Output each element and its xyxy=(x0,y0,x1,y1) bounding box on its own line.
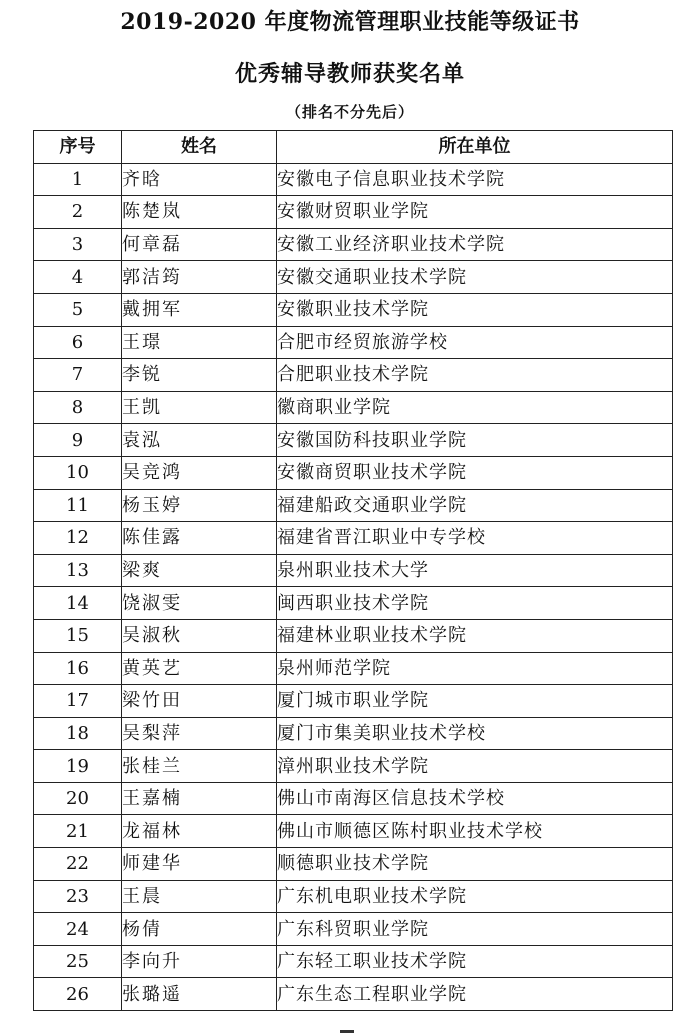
school-unit: 安徽交通职业技术学院 xyxy=(277,261,673,294)
teacher-name: 吴梨萍 xyxy=(122,717,277,750)
table-row xyxy=(34,717,673,750)
table-row xyxy=(34,424,673,457)
table-row xyxy=(34,587,673,620)
teacher-name: 陈楚岚 xyxy=(122,196,277,229)
teacher-name: 龙福林 xyxy=(122,815,277,848)
school-unit: 安徽财贸职业学院 xyxy=(277,196,673,229)
document-title: 2019-2020 年度物流管理职业技能等级证书 xyxy=(120,9,580,35)
teacher-name: 李向升 xyxy=(122,945,277,978)
school-unit: 厦门市集美职业技术学校 xyxy=(277,717,673,750)
table-header-row xyxy=(34,131,673,164)
table-body xyxy=(34,163,673,1010)
school-unit: 泉州职业技术大学 xyxy=(277,554,673,587)
table-row xyxy=(34,750,673,783)
row-number: 16 xyxy=(34,652,122,685)
row-number: 7 xyxy=(34,359,122,392)
school-unit: 安徽工业经济职业技术学院 xyxy=(277,228,673,261)
teacher-name: 黄英艺 xyxy=(122,652,277,685)
teacher-name: 陈佳露 xyxy=(122,522,277,555)
row-number: 21 xyxy=(34,815,122,848)
school-unit: 佛山市顺德区陈村职业技术学校 xyxy=(277,815,673,848)
column-header-number: 序号 xyxy=(34,131,122,164)
teacher-name: 王嘉楠 xyxy=(122,782,277,815)
teacher-name: 张桂兰 xyxy=(122,750,277,783)
row-number: 15 xyxy=(34,619,122,652)
teacher-name: 吴竞鸿 xyxy=(122,456,277,489)
teacher-name: 杨玉婷 xyxy=(122,489,277,522)
school-unit: 广东轻工职业技术学院 xyxy=(277,945,673,978)
table-row xyxy=(34,196,673,229)
row-number: 17 xyxy=(34,685,122,718)
school-unit: 安徽商贸职业技术学院 xyxy=(277,456,673,489)
table-row xyxy=(34,782,673,815)
row-number: 14 xyxy=(34,587,122,620)
school-unit: 徽商职业学院 xyxy=(277,391,673,424)
table-row xyxy=(34,522,673,555)
table-row xyxy=(34,261,673,294)
row-number: 24 xyxy=(34,913,122,946)
row-number: 9 xyxy=(34,424,122,457)
teacher-name: 李锐 xyxy=(122,359,277,392)
teacher-name: 吴淑秋 xyxy=(122,619,277,652)
table-row xyxy=(34,978,673,1011)
teacher-name: 郭洁筠 xyxy=(122,261,277,294)
school-unit: 闽西职业技术学院 xyxy=(277,587,673,620)
table-row xyxy=(34,880,673,913)
school-unit: 漳州职业技术学院 xyxy=(277,750,673,783)
row-number: 8 xyxy=(34,391,122,424)
table-row xyxy=(34,652,673,685)
teacher-name: 杨倩 xyxy=(122,913,277,946)
column-header-name: 姓名 xyxy=(122,131,277,164)
table-row xyxy=(34,489,673,522)
teacher-name: 戴拥军 xyxy=(122,293,277,326)
row-number: 6 xyxy=(34,326,122,359)
row-number: 26 xyxy=(34,978,122,1011)
school-unit: 福建林业职业技术学院 xyxy=(277,619,673,652)
school-unit: 广东科贸职业学院 xyxy=(277,913,673,946)
award-list-table xyxy=(33,130,673,1011)
table-row xyxy=(34,293,673,326)
school-unit: 泉州师范学院 xyxy=(277,652,673,685)
row-number: 2 xyxy=(34,196,122,229)
teacher-name: 梁爽 xyxy=(122,554,277,587)
row-number: 11 xyxy=(34,489,122,522)
table-row xyxy=(34,815,673,848)
teacher-name: 袁泓 xyxy=(122,424,277,457)
table-row xyxy=(34,391,673,424)
row-number: 4 xyxy=(34,261,122,294)
row-number: 13 xyxy=(34,554,122,587)
table-row xyxy=(34,945,673,978)
table-row xyxy=(34,326,673,359)
document-subtitle: 优秀辅导教师获奖名单 xyxy=(234,61,465,87)
row-number: 1 xyxy=(34,163,122,196)
row-number: 12 xyxy=(34,522,122,555)
teacher-name: 张璐遥 xyxy=(122,978,277,1011)
row-number: 3 xyxy=(34,228,122,261)
table-row xyxy=(34,685,673,718)
school-unit: 广东生态工程职业学院 xyxy=(277,978,673,1011)
row-number: 18 xyxy=(34,717,122,750)
teacher-name: 王凯 xyxy=(122,391,277,424)
school-unit: 广东机电职业技术学院 xyxy=(277,880,673,913)
ranking-note: （排名不分先后） xyxy=(285,103,414,121)
teacher-name: 梁竹田 xyxy=(122,685,277,718)
teacher-name: 何章磊 xyxy=(122,228,277,261)
school-unit: 福建船政交通职业学院 xyxy=(277,489,673,522)
table-row xyxy=(34,228,673,261)
row-number: 10 xyxy=(34,456,122,489)
row-number: 19 xyxy=(34,750,122,783)
table-row xyxy=(34,848,673,881)
row-number: 5 xyxy=(34,293,122,326)
school-unit: 安徽电子信息职业技术学院 xyxy=(277,163,673,196)
row-number: 20 xyxy=(34,782,122,815)
school-unit: 福建省晋江职业中专学校 xyxy=(277,522,673,555)
row-number: 25 xyxy=(34,945,122,978)
school-unit: 合肥市经贸旅游学校 xyxy=(277,326,673,359)
table-row xyxy=(34,456,673,489)
teacher-name: 齐晗 xyxy=(122,163,277,196)
school-unit: 厦门城市职业学院 xyxy=(277,685,673,718)
teacher-name: 王晨 xyxy=(122,880,277,913)
school-unit: 安徽国防科技职业学院 xyxy=(277,424,673,457)
row-number: 22 xyxy=(34,848,122,881)
table-row xyxy=(34,359,673,392)
table-row xyxy=(34,163,673,196)
teacher-name: 师建华 xyxy=(122,848,277,881)
page-number-mark xyxy=(340,1030,354,1033)
teacher-name: 王璟 xyxy=(122,326,277,359)
table-row xyxy=(34,619,673,652)
column-header-unit: 所在单位 xyxy=(277,131,673,164)
teacher-name: 饶淑雯 xyxy=(122,587,277,620)
school-unit: 顺德职业技术学院 xyxy=(277,848,673,881)
school-unit: 佛山市南海区信息技术学校 xyxy=(277,782,673,815)
row-number: 23 xyxy=(34,880,122,913)
school-unit: 合肥职业技术学院 xyxy=(277,359,673,392)
table-row xyxy=(34,554,673,587)
table-row xyxy=(34,913,673,946)
school-unit: 安徽职业技术学院 xyxy=(277,293,673,326)
